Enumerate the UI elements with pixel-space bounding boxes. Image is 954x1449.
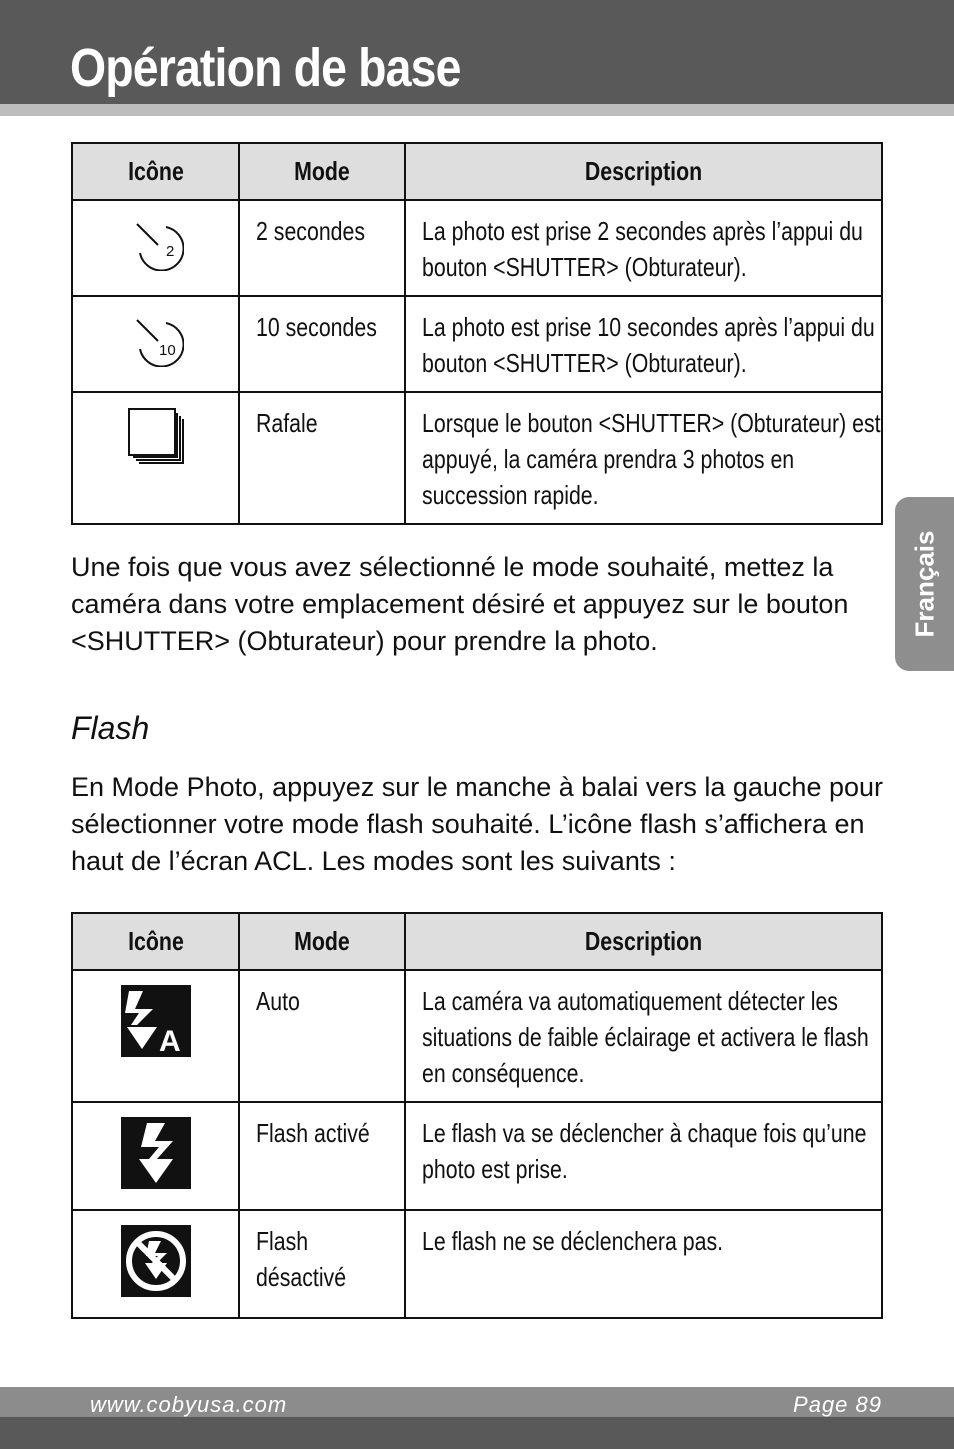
timer-10-label: 10 [158,342,176,359]
mode-cell: Rafale [239,392,405,524]
page-number: Page 89 [793,1392,882,1417]
language-tab [895,497,954,671]
table-row [72,1210,882,1318]
flash-section-title: Flash [71,710,150,746]
self-timer-10s-icon [128,311,184,367]
icon-cell [72,970,239,1102]
self-timer-modes-table [71,142,883,525]
mode-cell: 2 secondes [239,200,405,296]
header-icon: Icône [72,913,239,970]
icon-cell [72,296,239,392]
mode-cell: 10 secondes [239,296,405,392]
table-row [72,296,882,392]
table-row [72,200,882,296]
description-cell: Le flash va se déclencher à chaque fois qu’une photo est prise. [405,1102,882,1210]
description-cell: Le flash ne se déclenchera pas. [405,1210,882,1318]
mode-cell: Auto [239,970,405,1102]
flash-on-icon [121,1117,191,1189]
description-cell: Lorsque le bouton <SHUTTER> (Obturateur) est appuyé, la caméra prendra 3 photos en succession rapide. [405,392,882,524]
table-row [72,970,882,1102]
flash-auto-icon [121,985,191,1057]
description-cell: La caméra va automatiquement détecter les situations de faible éclairage et activera le flash en conséquence. [405,970,882,1102]
flash-auto-letter: A [158,1025,181,1057]
description-cell: La photo est prise 2 secondes après l’appui du bouton <SHUTTER> (Obturateur). [405,200,882,296]
header-description: Description [405,913,882,970]
page-title: Opération de base [70,38,461,98]
table-header-row [72,913,882,970]
header-mode: Mode [239,143,405,200]
flash-intro-paragraph: En Mode Photo, appuyez sur le manche à balai vers la gauche pour sélectionner votre mode flash souhaité. L’icône flash s’affichera en haut de l’écran ACL. Les modes sont les suivants : [71,772,884,876]
table-row [72,1102,882,1210]
burst-icon [127,407,185,465]
icon-cell [72,1210,239,1318]
self-timer-2s-icon [128,215,184,271]
description-cell: La photo est prise 10 secondes après l’appui du bouton <SHUTTER> (Obturateur). [405,296,882,392]
table-row [72,392,882,524]
timer-2-label: 2 [165,243,174,260]
language-tab-label: Français [909,530,939,638]
header-divider [0,104,954,116]
flash-modes-table [71,912,883,1319]
mode-cell: Flash désactivé [239,1210,405,1318]
footer-url: www.cobyusa.com [90,1392,288,1417]
icon-cell [72,392,239,524]
header-description: Description [405,143,882,200]
footer-divider [0,1417,954,1449]
icon-cell [72,200,239,296]
header-icon: Icône [72,143,239,200]
flash-off-icon [121,1225,191,1297]
header-mode: Mode [239,913,405,970]
icon-cell [72,1102,239,1210]
instruction-paragraph: Une fois que vous avez sélectionné le mode souhaité, mettez la caméra dans votre emplacement désiré et appuyez sur le bouton <SHUTTER> (Obturateur) pour prendre la photo. [71,552,849,656]
mode-cell: Flash activé [239,1102,405,1210]
table-header-row [72,143,882,200]
